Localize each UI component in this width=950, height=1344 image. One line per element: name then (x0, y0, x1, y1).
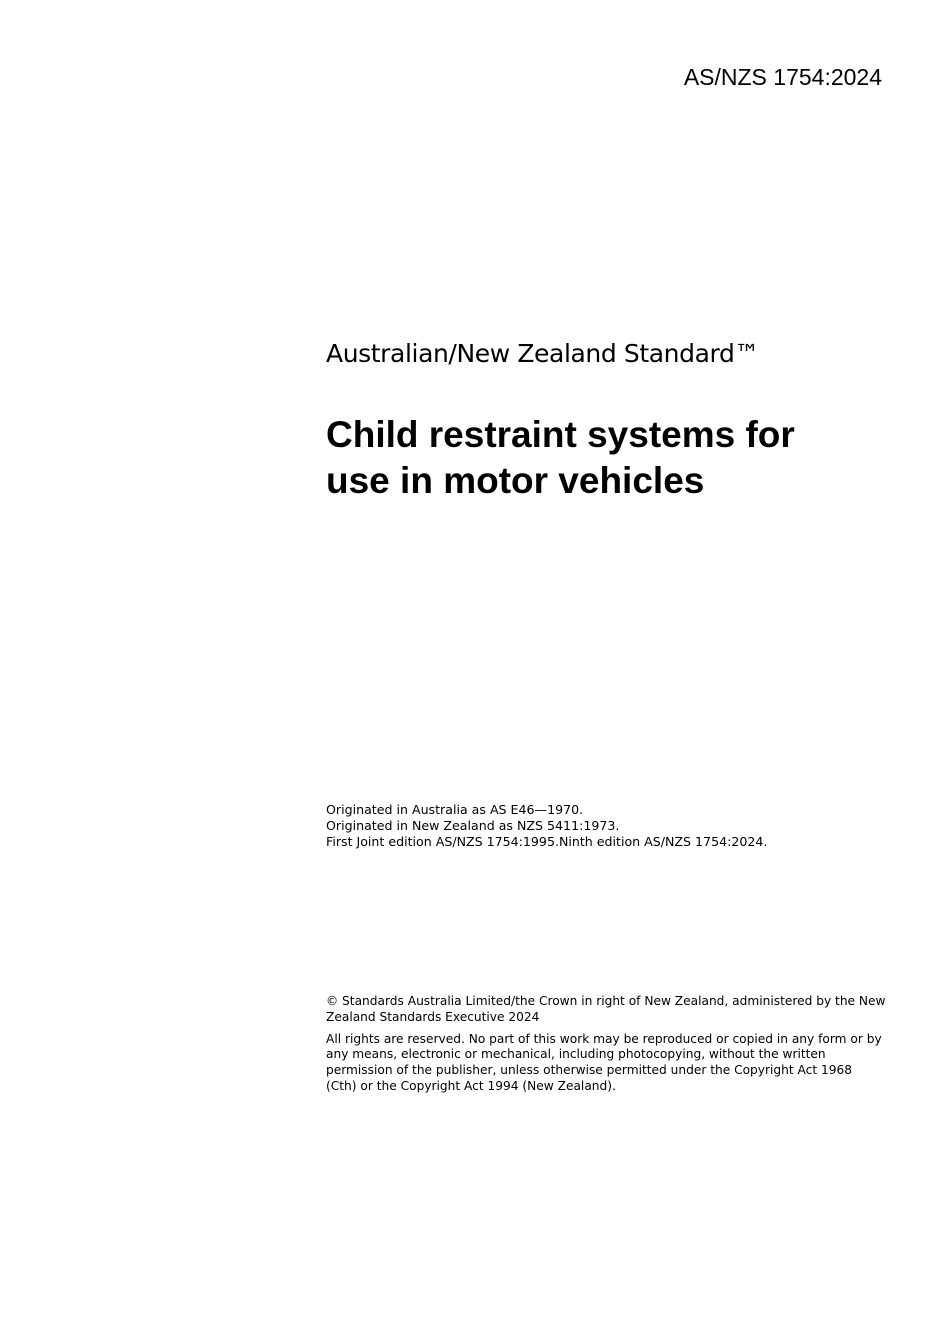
standard-series-label: Australian/New Zealand Standard™ (326, 339, 760, 368)
copyright-notice: © Standards Australia Limited/the Crown in right of New Zealand, administered by the New Zealand Standards Executive 2024 (326, 994, 886, 1024)
document-title-line-2: use in motor vehicles (326, 460, 705, 501)
copyright-section (326, 994, 886, 1101)
standard-number: AS/NZS 1754:2024 (683, 64, 882, 90)
document-title (326, 412, 886, 504)
edition-history-line: First Joint edition AS/NZS 1754:1995.Ninth edition AS/NZS 1754:2024. (326, 834, 768, 849)
rights-statement: All rights are reserved. No part of this work may be reproduced or copied in any form or by any means, electronic or mechanical, including photocopying, without the written permission of the publisher, unless otherwise permitted under the Copyright Act 1968 (Cth) or the Copyright Act 1994 (New Zealand). (326, 1031, 882, 1093)
document-title-line-1: Child restraint systems for (326, 414, 795, 455)
edition-history-line: Originated in New Zealand as NZS 5411:1973. (326, 818, 620, 833)
edition-history (326, 802, 886, 850)
edition-history-line: Originated in Australia as AS E46—1970. (326, 802, 584, 817)
